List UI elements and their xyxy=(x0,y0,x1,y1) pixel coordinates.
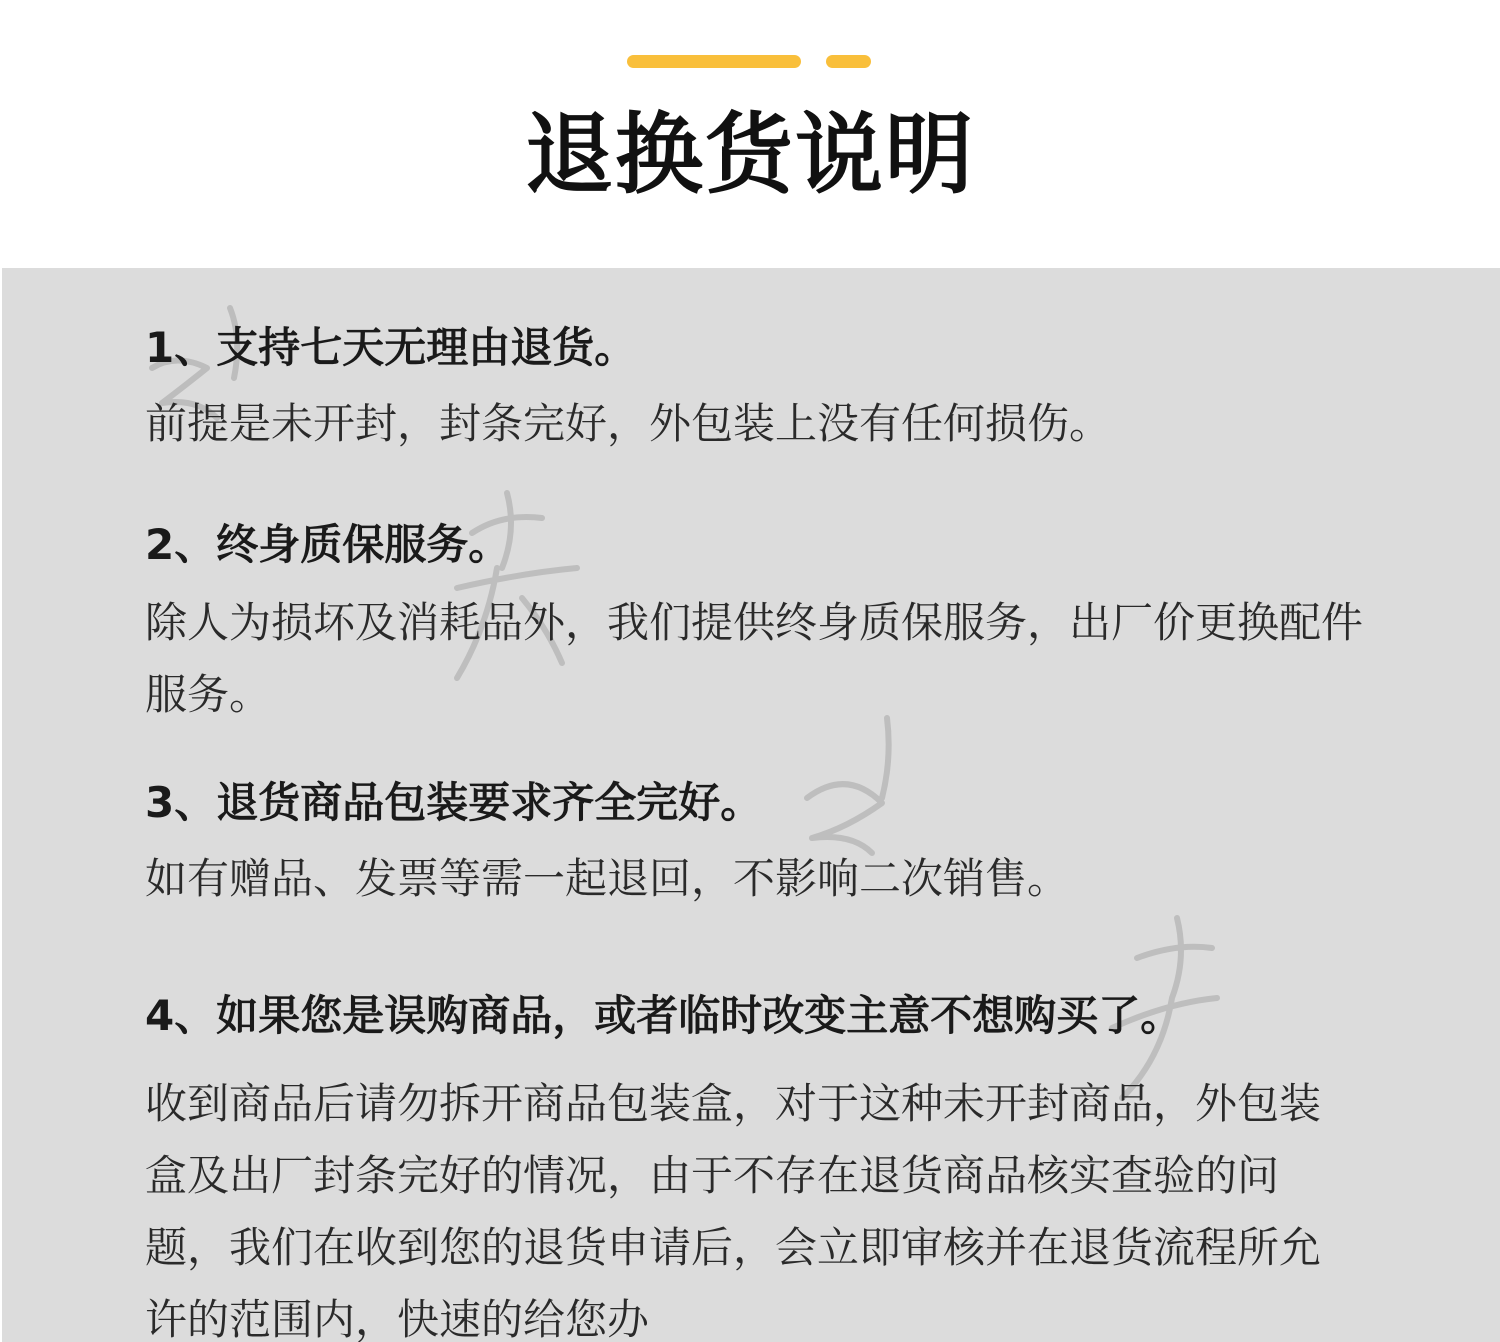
page-title: 退换货说明 xyxy=(524,103,975,206)
accent-bar-long xyxy=(627,55,801,68)
section-body: 除人为损坏及消耗品外，我们提供终身质保服务，出厂价更换配件服务。 xyxy=(145,598,1364,719)
accent-bar-short xyxy=(826,55,871,68)
section-heading: 1、支持七天无理由退货。 xyxy=(145,323,637,372)
section-body: 前提是未开封，封条完好，外包装上没有任何损伤。 xyxy=(145,399,1112,448)
section-body: 收到商品后请勿拆开商品包装盒，对于这种未开封商品，外包装盒及出厂封条完好的情况，由于不存在退货商品核实查验的问题，我们在收到您的退货申请后，会立即审核并在退货流程所允许的范围内，快速的给您办 xyxy=(145,1079,1322,1342)
header-area xyxy=(0,0,1500,268)
section-body: 如有赠品、发票等需一起退回，不影响二次销售。 xyxy=(145,854,1070,903)
section-3 xyxy=(145,773,1395,915)
section-heading: 2、终身质保服务。 xyxy=(145,520,511,569)
section-heading: 3、退货商品包装要求齐全完好。 xyxy=(145,778,763,827)
section-2 xyxy=(145,515,1395,731)
section-4 xyxy=(145,986,1395,1342)
section-heading: 4、如果您是误购商品，或者临时改变主意不想购买了。 xyxy=(145,991,1183,1040)
content-panel xyxy=(2,268,1500,1342)
section-1 xyxy=(145,318,1395,460)
